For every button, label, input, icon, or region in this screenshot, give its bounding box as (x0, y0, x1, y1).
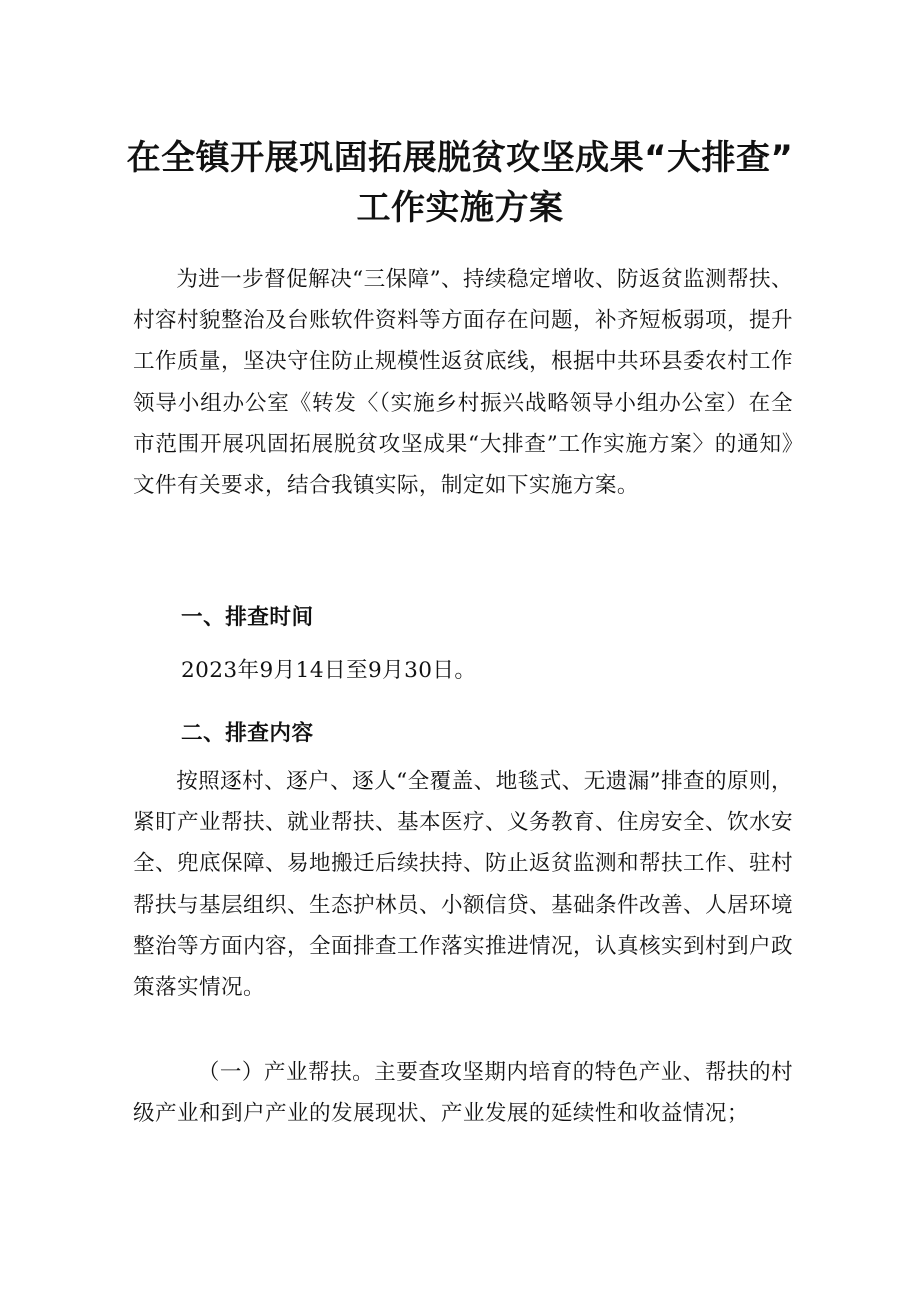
section-text-time: 2023年9月14日至9月30日。 (181, 658, 477, 683)
subsection-paragraph-industry: （一）产业帮扶。主要查攻坚期内培育的特色产业、帮扶的村级产业和到户产业的发展现状、产业发展的延续性和收益情况； (133, 1060, 793, 1127)
document-title-line-1: 在全镇开展巩固拓展脱贫攻坚成果“大排查” (126, 138, 794, 178)
intro-paragraph: 为进一步督促解决“三保障”、持续稳定增收、防返贫监测帮扶、村容村貌整治及台账软件资料等方面存在问题，补齐短板弱项，提升工作质量，坚决守住防止规模性返贫底线，根据中共环县委农村工作领导小组办公室《转发〈（实施乡村振兴战略领导小组办公室）在全市范围开展巩固拓展脱贫攻坚成果“大排查”工作实施方案〉的通知》文件有关要求，结合我镇实际，制定如下实施方案。 (133, 267, 793, 499)
section-heading-content: 二、排查内容 (181, 721, 314, 746)
section-heading-time: 一、排查时间 (181, 605, 314, 630)
section-paragraph-content: 按照逐村、逐户、逐人“全覆盖、地毯式、无遗漏”排查的原则，紧盯产业帮扶、就业帮扶、基本医疗、义务教育、住房安全、饮水安全、兜底保障、易地搬迁后续扶持、防止返贫监测和帮扶工作、驻村帮扶与基层组织、生态护林员、小额信贷、基础条件改善、人居环境整治等方面内容，全面排查工作落实推进情况，认真核实到村到户政策落实情况。 (133, 769, 793, 1001)
document-title-line-2: 工作实施方案 (356, 188, 564, 228)
